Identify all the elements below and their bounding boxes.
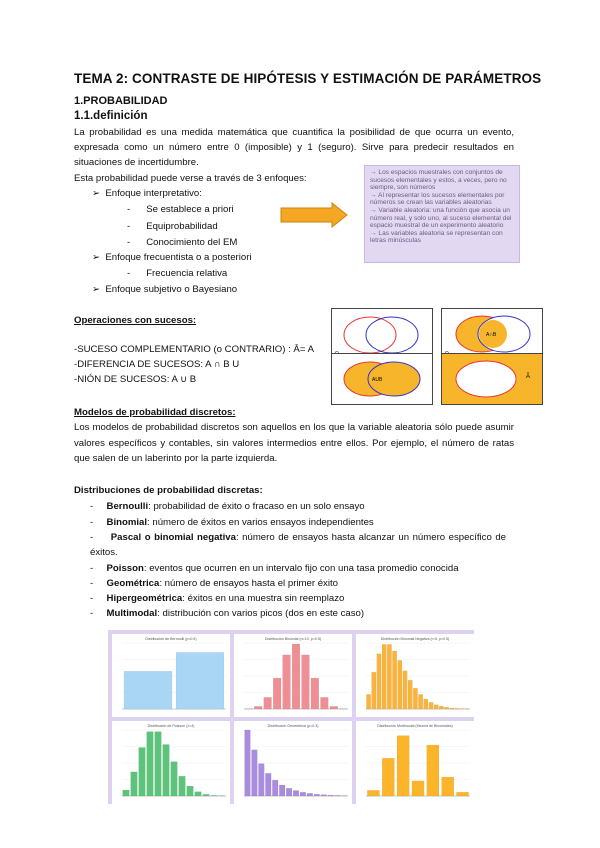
chart-bar <box>403 671 407 709</box>
chart-bar <box>418 694 422 709</box>
chart-bar <box>427 745 439 796</box>
distribution-item: - Hipergeométrica: éxitos en una muestra sin reemplazo <box>90 593 345 604</box>
chart-bar <box>335 795 341 796</box>
chart-bar <box>456 792 468 796</box>
chart-bar <box>283 655 291 709</box>
chart-bar <box>434 705 438 709</box>
chart-bar <box>300 792 306 796</box>
chart-bar <box>211 795 218 796</box>
chart-bar <box>412 781 424 796</box>
chart-bar <box>392 651 396 709</box>
bullet-arrow-icon: ➢ <box>92 284 101 295</box>
chart-title: Distribución de Poisson (λ=4) <box>147 724 195 728</box>
chart-bar <box>171 762 178 796</box>
chart-bar <box>272 780 278 796</box>
note-line: → Al representar los sucesos elementales por números se crean las variables aleatorias <box>370 191 505 207</box>
operation-item: -SUCESO COMPLEMENTARIO (o CONTRARIO) : Ā= A <box>74 344 314 355</box>
chart-bar <box>273 678 281 709</box>
models-paragraph: Los modelos de probabilidad discretos son aquellos en los que la variable aleatoria sólo puede asumir valores específicos y contables, sin valores intermedios entre ellos. Por ejemplo, el número de ratas que salen de un laberinto por la parte izquierda. <box>74 422 514 464</box>
chart-title: Distribución Multimodal (Mezcla de Binomiales) <box>377 724 453 728</box>
distribution-item: - Bernoulli: probabilidad de éxito o fracaso en un solo ensayo <box>90 501 365 512</box>
page-title: TEMA 2: CONTRASTE DE HIPÓTESIS Y ESTIMACIÓN DE PARÁMETROS <box>74 71 542 86</box>
chart-bar <box>124 671 172 709</box>
chart-bar <box>442 777 454 796</box>
chart-bar <box>179 776 186 796</box>
operations-heading: Operaciones con sucesos: <box>74 315 197 326</box>
note-line: → Las variables aleatoria se representan con letras minúsculas <box>370 229 503 245</box>
chart-title: Distribución Geométrica (p=0.3) <box>267 724 319 728</box>
chart-bar <box>372 672 376 709</box>
chart-bar <box>366 694 370 709</box>
distribution-charts <box>108 630 474 804</box>
models-heading: Modelos de probabilidad discretos: <box>74 407 236 418</box>
chart-bar <box>123 790 130 796</box>
chart-bar <box>293 791 299 797</box>
chart-bar <box>286 788 292 796</box>
approach-subitem: - Equiprobabilidad <box>127 221 218 232</box>
chart-bar <box>320 697 328 709</box>
bullet-arrow-icon: ➢ <box>92 252 101 263</box>
chart-title: Distribución Binomial Negativa (r=5, p=0.5) <box>380 637 450 641</box>
chart-bar <box>203 794 210 796</box>
distribution-item: - Poisson: eventos que ocurren en un intervalo fijo con una tasa promedio conocida <box>90 563 459 574</box>
definition-paragraph: La probabilidad es una medida matemática que cuantifica la posibilidad de que ocurra un evento, expresada como un número entre 0 (imposible) y 1 (seguro). Sirve para predecir resultados en situaciones de incertidumbre. <box>74 127 514 168</box>
chart-bar <box>176 652 224 709</box>
chart-bar <box>429 702 433 709</box>
chart-bar <box>147 732 154 796</box>
chart-bar <box>131 772 138 796</box>
venn-complement <box>441 353 543 405</box>
chart-bar <box>195 792 202 796</box>
chart-bar <box>408 680 412 709</box>
chart-bar <box>330 706 338 709</box>
chart-title: Distribución Binomial (n=10, p=0.5) <box>264 637 322 641</box>
distribution-item: - Binomial: número de éxitos en varios ensayos independientes <box>90 517 374 528</box>
chart-bar <box>292 644 300 709</box>
chart-bar <box>264 697 272 709</box>
approach-item: ➢ Enfoque subjetivo o Bayesiano <box>92 284 238 295</box>
chart-bar <box>258 764 264 796</box>
orange-arrow-icon <box>280 202 348 228</box>
chart-bar <box>377 654 381 709</box>
approach-item: ➢ Enfoque frecuentista o a posteriori <box>92 252 252 263</box>
chart-bar <box>139 747 146 796</box>
distribution-item: - Geométrica: número de ensayos hasta el primer éxito <box>90 578 338 589</box>
chart-bar <box>450 708 454 709</box>
chart-bar <box>307 793 313 796</box>
chart-bar <box>311 678 319 709</box>
approach-item: ➢ Enfoque interpretativo: <box>92 188 202 199</box>
variable-notes-box <box>364 165 520 263</box>
distributions-heading: Distribuciones de probabilidad discretas: <box>74 485 263 496</box>
chart-bar <box>252 750 258 796</box>
chart-title: Distribución de Bernoulli (p=0.6) <box>145 637 197 641</box>
chart-bar <box>439 706 443 709</box>
venn-label: Ā <box>526 374 531 380</box>
distribution-item: - Multimodal: distribución con varios picos (dos en este caso) <box>90 608 365 619</box>
chart-bar <box>314 794 320 796</box>
venn-label: A∩B <box>486 332 497 338</box>
approaches-intro: Esta probabilidad puede verse a través de 3 enfoques: <box>74 173 307 184</box>
chart-bar <box>398 660 402 709</box>
approach-subitem: - Conocimiento del EM <box>127 237 238 248</box>
chart-bar <box>321 795 327 796</box>
chart-bar <box>163 745 170 796</box>
chart-bar <box>397 736 409 796</box>
chart-bar <box>245 730 251 796</box>
chart-bar <box>187 786 194 796</box>
venn-union <box>331 353 433 405</box>
approach-subitem: - Se establece a priori <box>127 204 234 215</box>
chart-bar <box>382 758 394 796</box>
chart-bar <box>387 644 391 709</box>
note-line: → Variable aleatoria: una función que asocia un número real, y solo uno, al suceso elemental del espacio muestral de un experimento aleatorio <box>370 206 512 230</box>
approach-subitem: - Frecuencia relativa <box>127 268 228 279</box>
chart-bar <box>367 790 379 796</box>
chart-bar <box>265 773 271 796</box>
operation-item: -DIFERENCIA DE SUCESOS: A ∩ B U <box>74 359 240 370</box>
chart-bar <box>302 655 310 709</box>
chart-bar <box>455 708 459 709</box>
chart-bar <box>382 644 386 709</box>
bullet-arrow-icon: ➢ <box>92 188 101 199</box>
subsection-heading: 1.1.definición <box>74 110 148 122</box>
chart-bar <box>424 699 428 709</box>
note-line: → Los espacios muestrales con conjuntos de sucesos elementales y estos, a veces, pero no siempre, son números <box>370 169 507 192</box>
venn-label: AUB <box>372 377 383 383</box>
chart-bar <box>155 732 162 796</box>
operation-item: -NIÓN DE SUCESOS: A ∪ B <box>74 374 197 385</box>
chart-bar <box>328 795 334 796</box>
chart-bar <box>444 707 448 709</box>
chart-bar <box>413 688 417 709</box>
distribution-item: - Pascal o binomial negativa: número de ensayos hasta alcanzar un número específico de éxitos. <box>90 532 506 558</box>
chart-bar <box>279 785 285 796</box>
chart-bar <box>254 706 262 709</box>
section-heading: 1.PROBABILIDAD <box>74 95 168 107</box>
